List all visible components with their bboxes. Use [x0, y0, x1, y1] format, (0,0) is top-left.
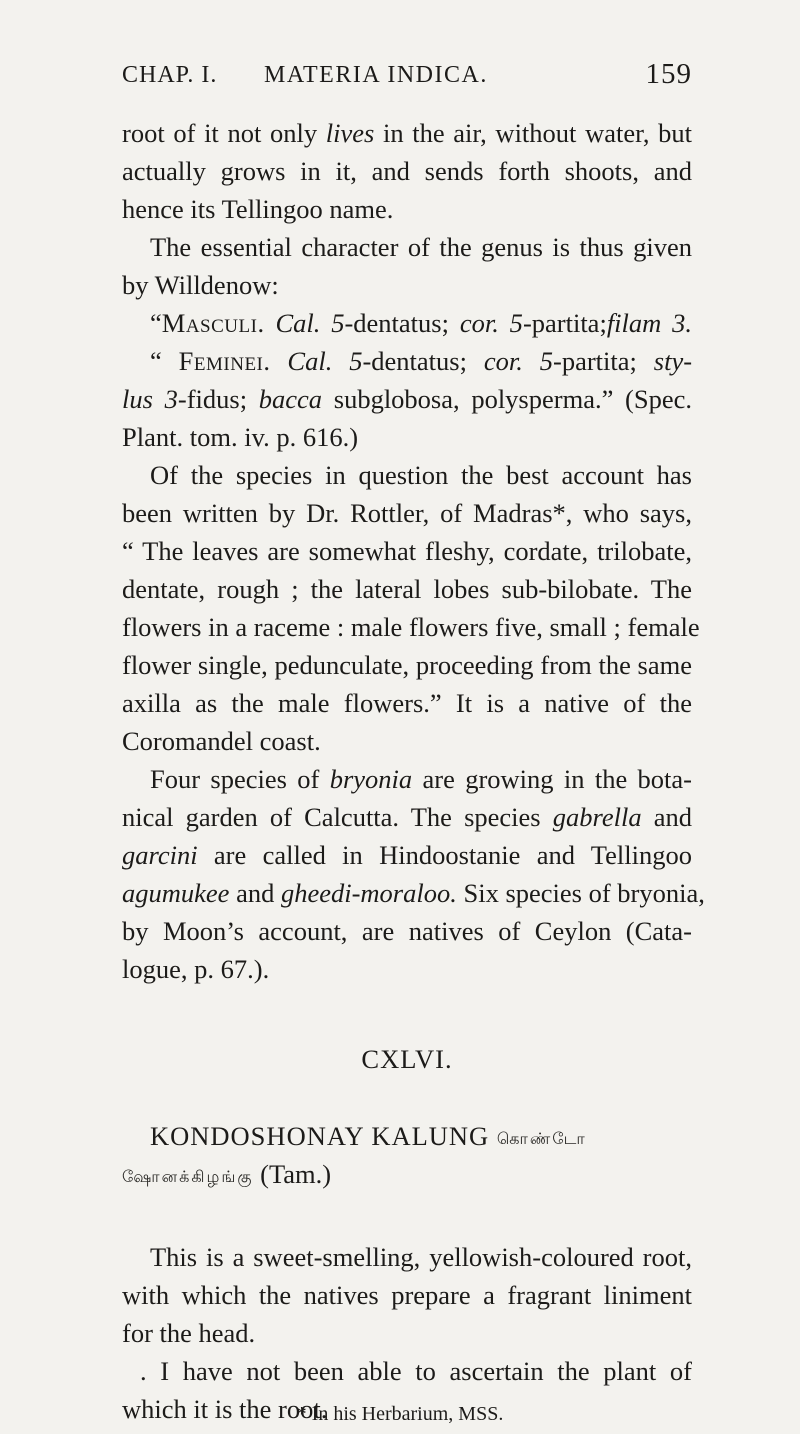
text-line: been written by Dr. Rottler, of Madras*, who says, — [122, 498, 692, 528]
text-line: Of the species in question the best account has — [150, 460, 692, 490]
tamil-name: ஷோனக்கிழங்கு — [122, 1166, 254, 1186]
latin-line: “ Feminei. Cal. 5-dentatus; cor. 5-partita; sty- — [150, 346, 693, 376]
text-line: The essential character of the genus is thus given — [150, 232, 692, 262]
tamil-name: கொண்டோ — [496, 1128, 587, 1148]
running-title: MATERIA INDICA. — [264, 62, 488, 88]
section-subtitle: ஷோனக்கிழங்கு (Tam.) — [122, 1159, 332, 1189]
text-line: “ The leaves are somewhat fleshy, cordate, trilobate, — [122, 536, 692, 566]
text-line: . I have not been able to ascertain the plant of — [140, 1356, 692, 1386]
text-line: garcini are called in Hindoostanie and Tellingoo — [122, 840, 692, 870]
text-line: dentate, rough ; the lateral lobes sub-bilobate. The — [122, 574, 692, 604]
text-line: by Moon’s account, are natives of Ceylon (Cata- — [122, 916, 692, 946]
text-line: root of it not only lives in the air, without water, but — [122, 118, 692, 148]
text-line: This is a sweet-smelling, yellowish-coloured root, — [150, 1242, 692, 1272]
latin-line: lus 3-fidus; bacca subglobosa, polysperma.” (Spec. — [122, 384, 692, 414]
text-line: hence its Tellingoo name. — [122, 194, 394, 224]
text-line: axilla as the male flowers.” It is a native of the — [122, 688, 692, 718]
text-line: nical garden of Calcutta. The species gabrella and — [122, 802, 693, 832]
text-line: Four species of bryonia are growing in the bota- — [150, 764, 693, 794]
text-line: with which the natives prepare a fragrant liniment — [122, 1280, 692, 1310]
section-title: KONDOSHONAY KALUNG கொண்டோ — [150, 1121, 587, 1151]
section-numeral: CXLVI. — [361, 1044, 453, 1074]
text-line: flowers in a raceme : male flowers five, small ; female — [122, 612, 700, 642]
text-line: agumukee and gheedi-moraloo. Six species of bryonia, — [122, 878, 705, 908]
chapter-label: CHAP. I. — [122, 62, 218, 88]
page-number: 159 — [645, 58, 692, 90]
text-line: logue, p. 67.). — [122, 954, 270, 984]
text-line: which it is the root. — [122, 1394, 328, 1424]
latin-line: “Masculi. Cal. 5-dentatus; cor. 5-partita;filam 3. — [150, 308, 693, 338]
text-line: Plant. tom. iv. p. 616.) — [122, 422, 359, 452]
footnote: * In his Herbarium, MSS. — [296, 1403, 504, 1425]
text-line: by Willdenow: — [122, 270, 279, 300]
running-header — [122, 58, 692, 98]
text-line: Coromandel coast. — [122, 726, 321, 756]
text-line: actually grows in it, and sends forth shoots, and — [122, 156, 692, 186]
text-line: flower single, pedunculate, proceeding from the same — [122, 650, 692, 680]
text-line: for the head. — [122, 1318, 256, 1348]
